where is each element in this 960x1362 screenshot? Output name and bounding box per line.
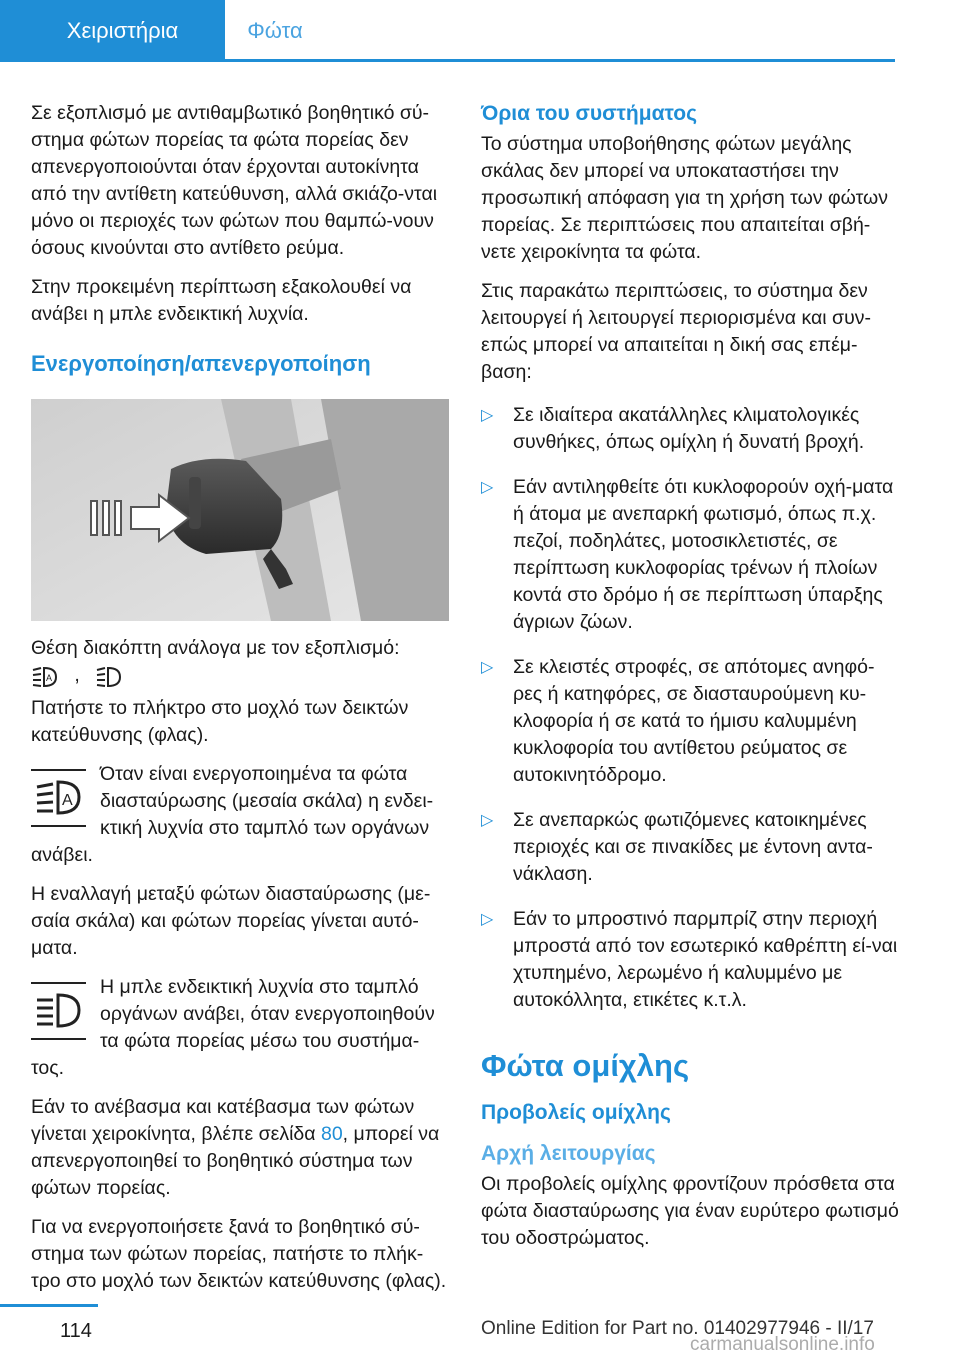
page-number: 114 (60, 1320, 92, 1342)
tab-lights[interactable]: Φώτα (247, 18, 303, 43)
stalk-illustration (31, 399, 449, 621)
note-indicator-low-beam (31, 761, 449, 869)
paragraph: Για να ενεργοποιήσετε ξανά το βοηθητικό σύ‐στημα των φώτων πορείας, πατήστε το πλήκ‐τρο στο μοχλό των δεικτών κατεύθυνσης (φλας). (31, 1216, 447, 1292)
page-link[interactable]: 80 (320, 1123, 343, 1145)
edition-note: Online Edition for Part no. 01402977946 - II/17 (481, 1318, 874, 1339)
header-rule (0, 59, 895, 62)
paragraph: Στην προκειμένη περίπτωση εξακολουθεί να ανάβει η μπλε ενδεικτική λυχνία. (31, 276, 412, 325)
paragraph: Το σύστημα υποβοήθησης φώτων μεγάλης σκάλας δεν μπορεί να υποκαταστήσει την προσωπική απόφαση για τη χρήση των φώτων πορείας. Σε περιπτώσεις που απαιτείται σβή‐νετε χειροκίνητα τα φώτα. (481, 133, 888, 263)
list-item: ▷ Σε κλειστές στροφές, σε απότομες ανηφό‐ρες ή κατηφόρες, σε διασταυρούμενη κυ‐κλοφορία ή σε κατά το ήμισυ καλυμμένη κυκλοφορία του αντίθετου ρεύματος σε αυτοκινητόδρομο. (481, 656, 875, 786)
text-span: Εάν το ανέβασμα και κατέβασμα των φώτων γίνεται χειροκίνητα, βλέπε σελίδα (31, 1096, 415, 1145)
paragraph: Πατήστε το πλήκτρο στο μοχλό των δεικτών κατεύθυνσης (φλας). (31, 697, 409, 746)
left-column (31, 100, 449, 1307)
high-beam-icon (95, 664, 123, 688)
paragraph: Στις παρακάτω περιπτώσεις, το σύστημα δεν λειτουργεί ή λειτουργεί περιορισμένα και συν‐επώς μπορεί να απαιτείται η δική σας επέμ‐βαση: (481, 280, 871, 383)
subsection-heading: Αρχή λειτουργίας (481, 1142, 656, 1165)
caption-separator: , (74, 664, 80, 686)
section-heading: Όρια του συστήματος (481, 102, 698, 125)
svg-text:A: A (46, 672, 53, 683)
caption-text: Θέση διακόπτη ανάλογα με τον εξοπλισμό: (31, 637, 400, 659)
switch-photo (31, 399, 449, 621)
bullet-list (481, 402, 899, 1014)
paragraph (31, 1094, 449, 1202)
svg-text:A: A (62, 792, 73, 809)
watermark: carmanualsonline.info (690, 1334, 875, 1355)
bullet-triangle-icon: ▷ (481, 659, 494, 676)
paragraph: Οι προβολείς ομίχλης φροντίζουν πρόσθετα στα φώτα διασταύρωσης για έναν ευρύτερο φωτισμό του οδοστρώματος. (481, 1173, 899, 1249)
bullet-triangle-icon: ▷ (481, 479, 494, 496)
bullet-triangle-icon: ▷ (481, 911, 494, 928)
high-beam-indicator-icon (31, 982, 86, 1040)
footer-rule (0, 1304, 98, 1307)
list-item: ▷ Σε ιδιαίτερα ακατάλληλες κλιματολογικές συνθήκες, όπως ομίχλη ή δυνατή βροχή. (481, 404, 865, 453)
section-heading: Ενεργοποίηση/απενεργοποίηση (31, 351, 371, 376)
bullet-triangle-icon: ▷ (481, 407, 494, 424)
text-span: , μπορεί να απενεργοποιηθεί το βοηθητικό σύστημα των φώτων πορείας. (31, 1123, 440, 1199)
right-column (481, 100, 899, 1264)
tab-controls[interactable]: Χειριστήρια (0, 0, 225, 62)
list-item: ▷ Εάν αντιληφθείτε ότι κυκλοφορούν οχή‐ματα ή άτομα με ανεπαρκή φωτισμό, όπως π.χ. πεζοί, ποδηλάτες, μοτοσικλετιστές, σε περίπτωση κυκλοφορίας τρένων ή πλοίων κοντά στο δρόμο ή σε περίπτωση ύπαρξης άγριων ζώων. (481, 476, 894, 633)
note-text: Όταν είναι ενεργοποιημένα τα φώτα διασταύρωσης (μεσαία σκάλα) η ενδει‐κτική λυχνία στο ταμπλό των οργάνων ανάβει. (31, 763, 434, 866)
bullet-triangle-icon: ▷ (481, 812, 494, 829)
note-indicator-high-beam (31, 974, 449, 1082)
paragraph: Σε εξοπλισμό με αντιθαμβωτικό βοηθητικό σύ‐στημα φώτων πορείας τα φώτα πορείας δεν απενεργοποιούνται όταν έρχονται αυτοκίνητα από την αντίθετη κατεύθυνση, αλλά σκιάζο‐νται μόνο οι περιοχές των φώτων που θαμπώ‐νουν όσους κινούνται στο αντίθετο ρεύμα. (31, 102, 438, 259)
high-beam-assist-icon (31, 664, 59, 688)
chapter-heading: Φώτα ομίχλης (481, 1048, 690, 1083)
paragraph: Η εναλλαγή μεταξύ φώτων διασταύρωσης (με‐σαία σκάλα) και φώτων πορείας γίνεται αυτό‐ματα. (31, 883, 431, 959)
high-beam-assist-indicator-icon (31, 769, 86, 827)
list-item: ▷ Εάν το μπροστινό παρμπρίζ στην περιοχή μπροστά από τον εσωτερικό καθρέπτη εί‐ναι χτυπημένο, λερωμένο ή καλυμμένο με αυτοκόλλητα, ετικέτες κ.τ.λ. (481, 908, 898, 1011)
section-heading: Προβολείς ομίχλης (481, 1101, 671, 1124)
note-text: Η μπλε ενδεικτική λυχνία στο ταμπλό οργάνων ανάβει, όταν ενεργοποιηθούν τα φώτα πορείας μέσω του συστήμα‐τος. (31, 976, 435, 1079)
header-tabs (0, 0, 895, 62)
list-item: ▷ Σε ανεπαρκώς φωτιζόμενες κατοικημένες περιοχές και σε πινακίδες με έντονη αντα‐νάκλαση. (481, 809, 873, 885)
photo-caption (31, 635, 449, 689)
